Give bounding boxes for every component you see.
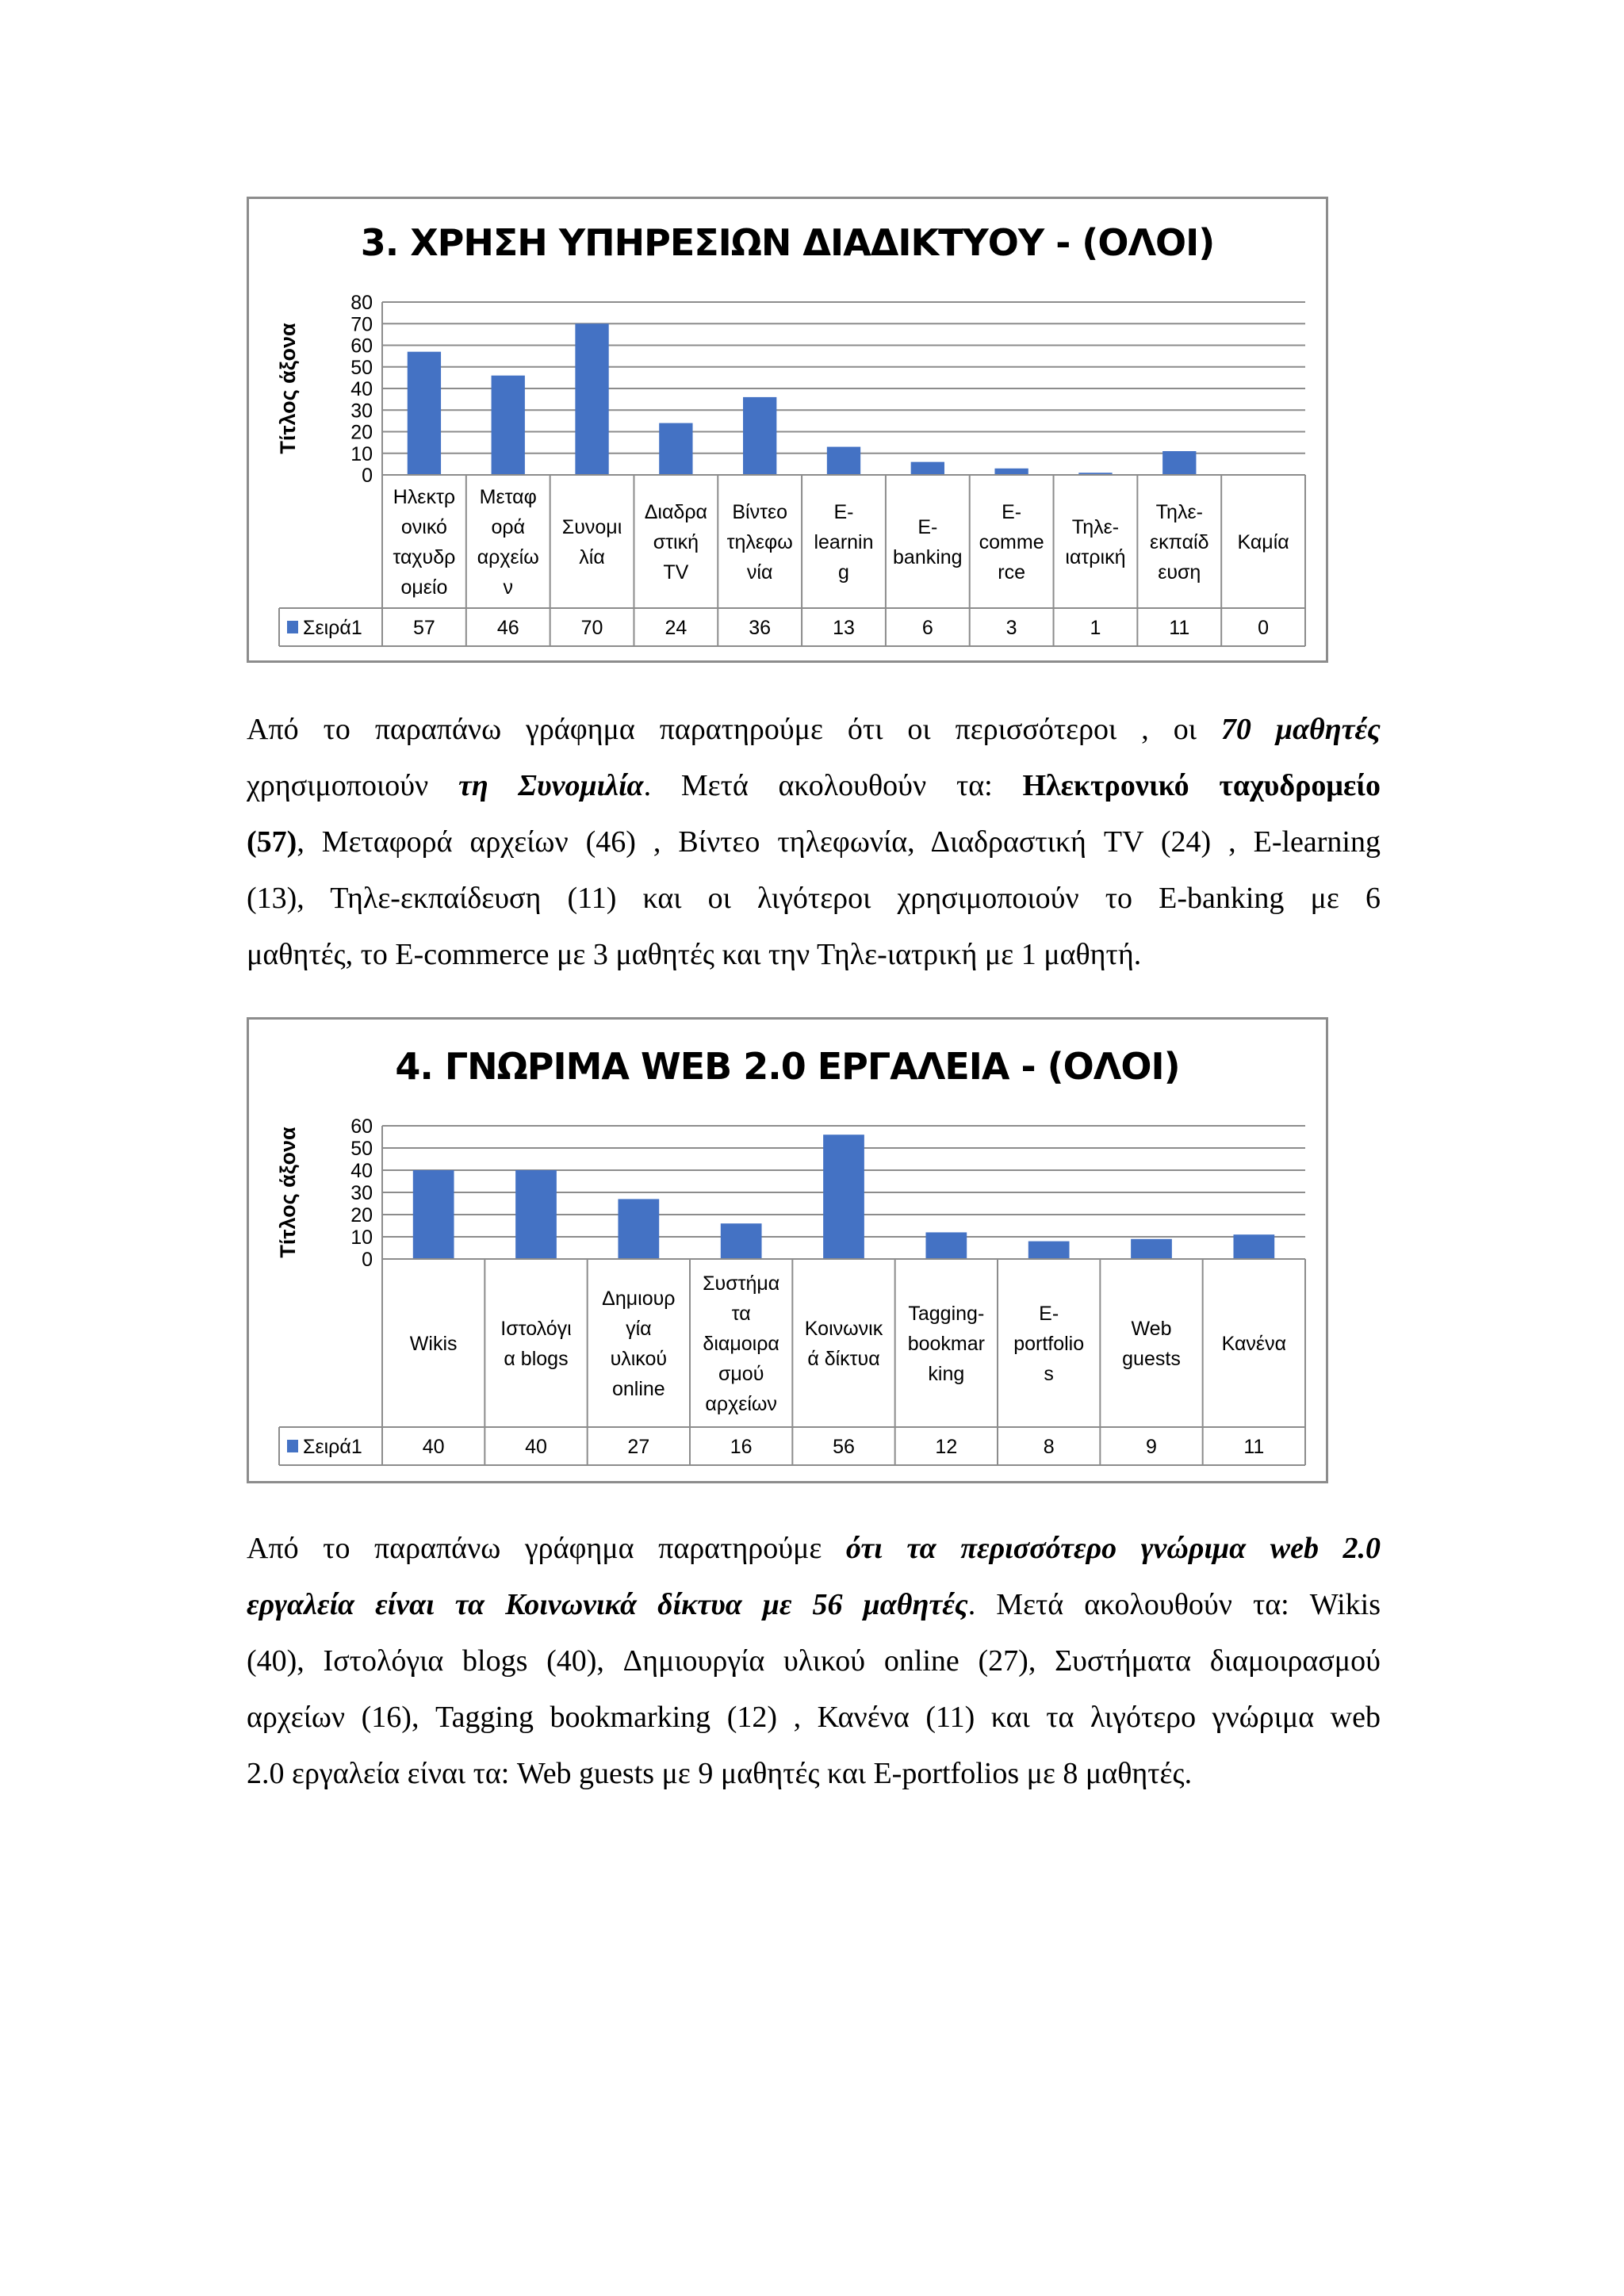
y-tick-label: 40 xyxy=(350,378,373,400)
x-tick-label: Καμία xyxy=(1237,531,1289,553)
y-tick-label: 80 xyxy=(350,292,373,314)
x-tick-label: Τηλε-ιατρική xyxy=(1065,516,1126,568)
data-label: 40 xyxy=(525,1436,547,1458)
legend-key xyxy=(287,1440,298,1452)
chart-title: 4. ΓΝΩΡΙΜΑ WEB 2.0 ΕΡΓΑΛΕΙΑ - (ΟΛΟΙ) xyxy=(395,1045,1180,1088)
data-label: 70 xyxy=(580,617,603,639)
bar xyxy=(721,1223,762,1259)
bar xyxy=(743,397,776,475)
bar xyxy=(618,1199,659,1259)
bar xyxy=(659,423,692,475)
bar xyxy=(994,469,1028,475)
x-tick-label: Κοινωνικ ά δίκτυα xyxy=(804,1318,883,1370)
y-axis-label: Τίτλος άξονα xyxy=(276,323,300,454)
x-tick-label: Μεταφ ορά αρχείω ν xyxy=(477,486,539,599)
bar xyxy=(515,1170,557,1259)
y-tick-label: 40 xyxy=(350,1160,373,1182)
y-tick-label: 20 xyxy=(350,421,373,444)
bar xyxy=(413,1170,454,1259)
bar-chart xyxy=(249,1020,1326,1481)
bar xyxy=(492,376,525,475)
x-tick-label: Web guests xyxy=(1122,1318,1181,1370)
paragraph-line: 2.0 εργαλεία είναι τα: Web guests με 9 μαθητές και E-portfolios με 8 μαθητές. xyxy=(247,1757,1193,1790)
data-label: 11 xyxy=(1169,617,1190,639)
data-label: 46 xyxy=(496,617,519,639)
data-label: 9 xyxy=(1146,1436,1157,1458)
data-label: 8 xyxy=(1043,1436,1055,1458)
paragraph-line: (57), Μεταφορά αρχείων (46) , Βίντεο τηλεφωνία, Διαδραστική TV (24) , E-learning xyxy=(247,825,1381,859)
x-tick-label: Ιστολόγι α blogs xyxy=(500,1318,572,1370)
x-tick-label: Συστήμα τα διαμοιρα σμού αρχείων xyxy=(703,1272,780,1415)
paragraph-line: μαθητές, το E-commerce με 3 μαθητές και την Τηλε-ιατρική με 1 μαθητή. xyxy=(247,938,1142,971)
y-tick-label: 30 xyxy=(350,1182,373,1204)
data-label: 27 xyxy=(627,1436,650,1458)
data-label: 16 xyxy=(730,1436,753,1458)
bar-chart xyxy=(249,199,1326,660)
data-label: 13 xyxy=(833,617,855,639)
data-label: 24 xyxy=(665,617,688,639)
data-label: 12 xyxy=(935,1436,958,1458)
legend-label: Σειρά1 xyxy=(303,617,362,639)
paragraph-internet-services xyxy=(247,702,1381,983)
bar xyxy=(925,1232,967,1259)
chart-title: 3. ΧΡΗΣΗ ΥΠΗΡΕΣΙΩΝ ΔΙΑΔΙΚΤΥΟΥ - (ΟΛΟΙ) xyxy=(360,221,1215,264)
x-tick-label: Βίντεο τηλεφω νία xyxy=(726,501,793,584)
x-tick-label: Κανένα xyxy=(1221,1333,1287,1355)
chart-web20-tools xyxy=(247,1017,1328,1483)
y-tick-label: 70 xyxy=(350,313,373,336)
bar xyxy=(1162,451,1196,475)
legend-label: Σειρά1 xyxy=(303,1436,362,1458)
y-tick-label: 30 xyxy=(350,400,373,423)
x-tick-label: Tagging-bookmar king xyxy=(907,1303,985,1385)
y-tick-label: 10 xyxy=(350,1226,373,1249)
x-tick-label: E-learnin g xyxy=(814,501,874,584)
paragraph-line: Από το παραπάνω γράφημα παρατηρούμε ότι τα περισσότερο γνώριμα web 2.0 xyxy=(247,1532,1381,1565)
x-tick-label: Συνομι λία xyxy=(561,516,622,568)
paragraph-line: (13), Τηλε-εκπαίδευση (11) και οι λιγότεροι χρησιμοποιούν το E-banking με 6 xyxy=(247,882,1381,915)
bar xyxy=(1233,1234,1274,1259)
data-label: 0 xyxy=(1258,617,1270,639)
data-label: 6 xyxy=(921,617,933,639)
data-label: 1 xyxy=(1090,617,1101,639)
bar xyxy=(911,462,944,475)
bar xyxy=(575,323,608,475)
bar xyxy=(1028,1242,1070,1259)
y-tick-label: 60 xyxy=(350,1115,373,1138)
x-tick-label: E-comme rce xyxy=(979,501,1044,584)
data-label: 57 xyxy=(413,617,435,639)
paragraph-line: αρχείων (16), Tagging bookmarking (12) , Κανένα (11) και τα λιγότερο γνώριμα web xyxy=(247,1701,1381,1734)
paragraph-line: (40), Ιστολόγια blogs (40), Δημιουργία υλικού online (27), Συστήματα διαμοιρασμού xyxy=(247,1644,1381,1678)
bar xyxy=(823,1135,864,1259)
x-tick-label: Τηλε-εκπαίδ ευση xyxy=(1150,501,1209,584)
y-tick-label: 20 xyxy=(350,1204,373,1226)
x-tick-label: Ηλεκτρ ονικό ταχυδρ ομείο xyxy=(393,486,456,599)
data-label: 40 xyxy=(422,1436,445,1458)
paragraph-line: Από το παραπάνω γράφημα παρατηρούμε ότι οι περισσότεροι , οι 70 μαθητές xyxy=(247,713,1381,746)
chart-internet-services xyxy=(247,197,1328,663)
data-label: 3 xyxy=(1005,617,1017,639)
x-tick-label: E-banking xyxy=(893,516,963,568)
legend-key xyxy=(287,621,298,633)
x-tick-label: Δημιουρ γία υλικού online xyxy=(602,1288,676,1400)
y-tick-label: 50 xyxy=(350,356,373,379)
bar xyxy=(408,352,441,475)
x-tick-label: E-portfolio s xyxy=(1013,1303,1085,1385)
y-tick-label: 0 xyxy=(362,1249,373,1271)
data-label: 11 xyxy=(1243,1436,1265,1458)
data-label: 36 xyxy=(749,617,772,639)
paragraph-line: εργαλεία είναι τα Κοινωνικά δίκτυα με 56 μαθητές. Μετά ακολουθούν τα: Wikis xyxy=(247,1588,1381,1621)
y-axis-label: Τίτλος άξονα xyxy=(276,1127,300,1258)
data-label: 56 xyxy=(833,1436,855,1458)
y-tick-label: 50 xyxy=(350,1138,373,1160)
y-tick-label: 0 xyxy=(362,465,373,487)
x-tick-label: Wikis xyxy=(409,1333,458,1355)
bar xyxy=(1131,1239,1172,1259)
paragraph-line: χρησιμοποιούν τη Συνομιλία. Μετά ακολουθούν τα: Ηλεκτρονικό ταχυδρομείο xyxy=(247,769,1381,802)
paragraph-web20-tools xyxy=(247,1521,1381,1802)
x-tick-label: Διαδρα στική TV xyxy=(644,501,708,584)
bar xyxy=(827,447,860,475)
y-tick-label: 60 xyxy=(350,335,373,358)
y-tick-label: 10 xyxy=(350,442,373,465)
